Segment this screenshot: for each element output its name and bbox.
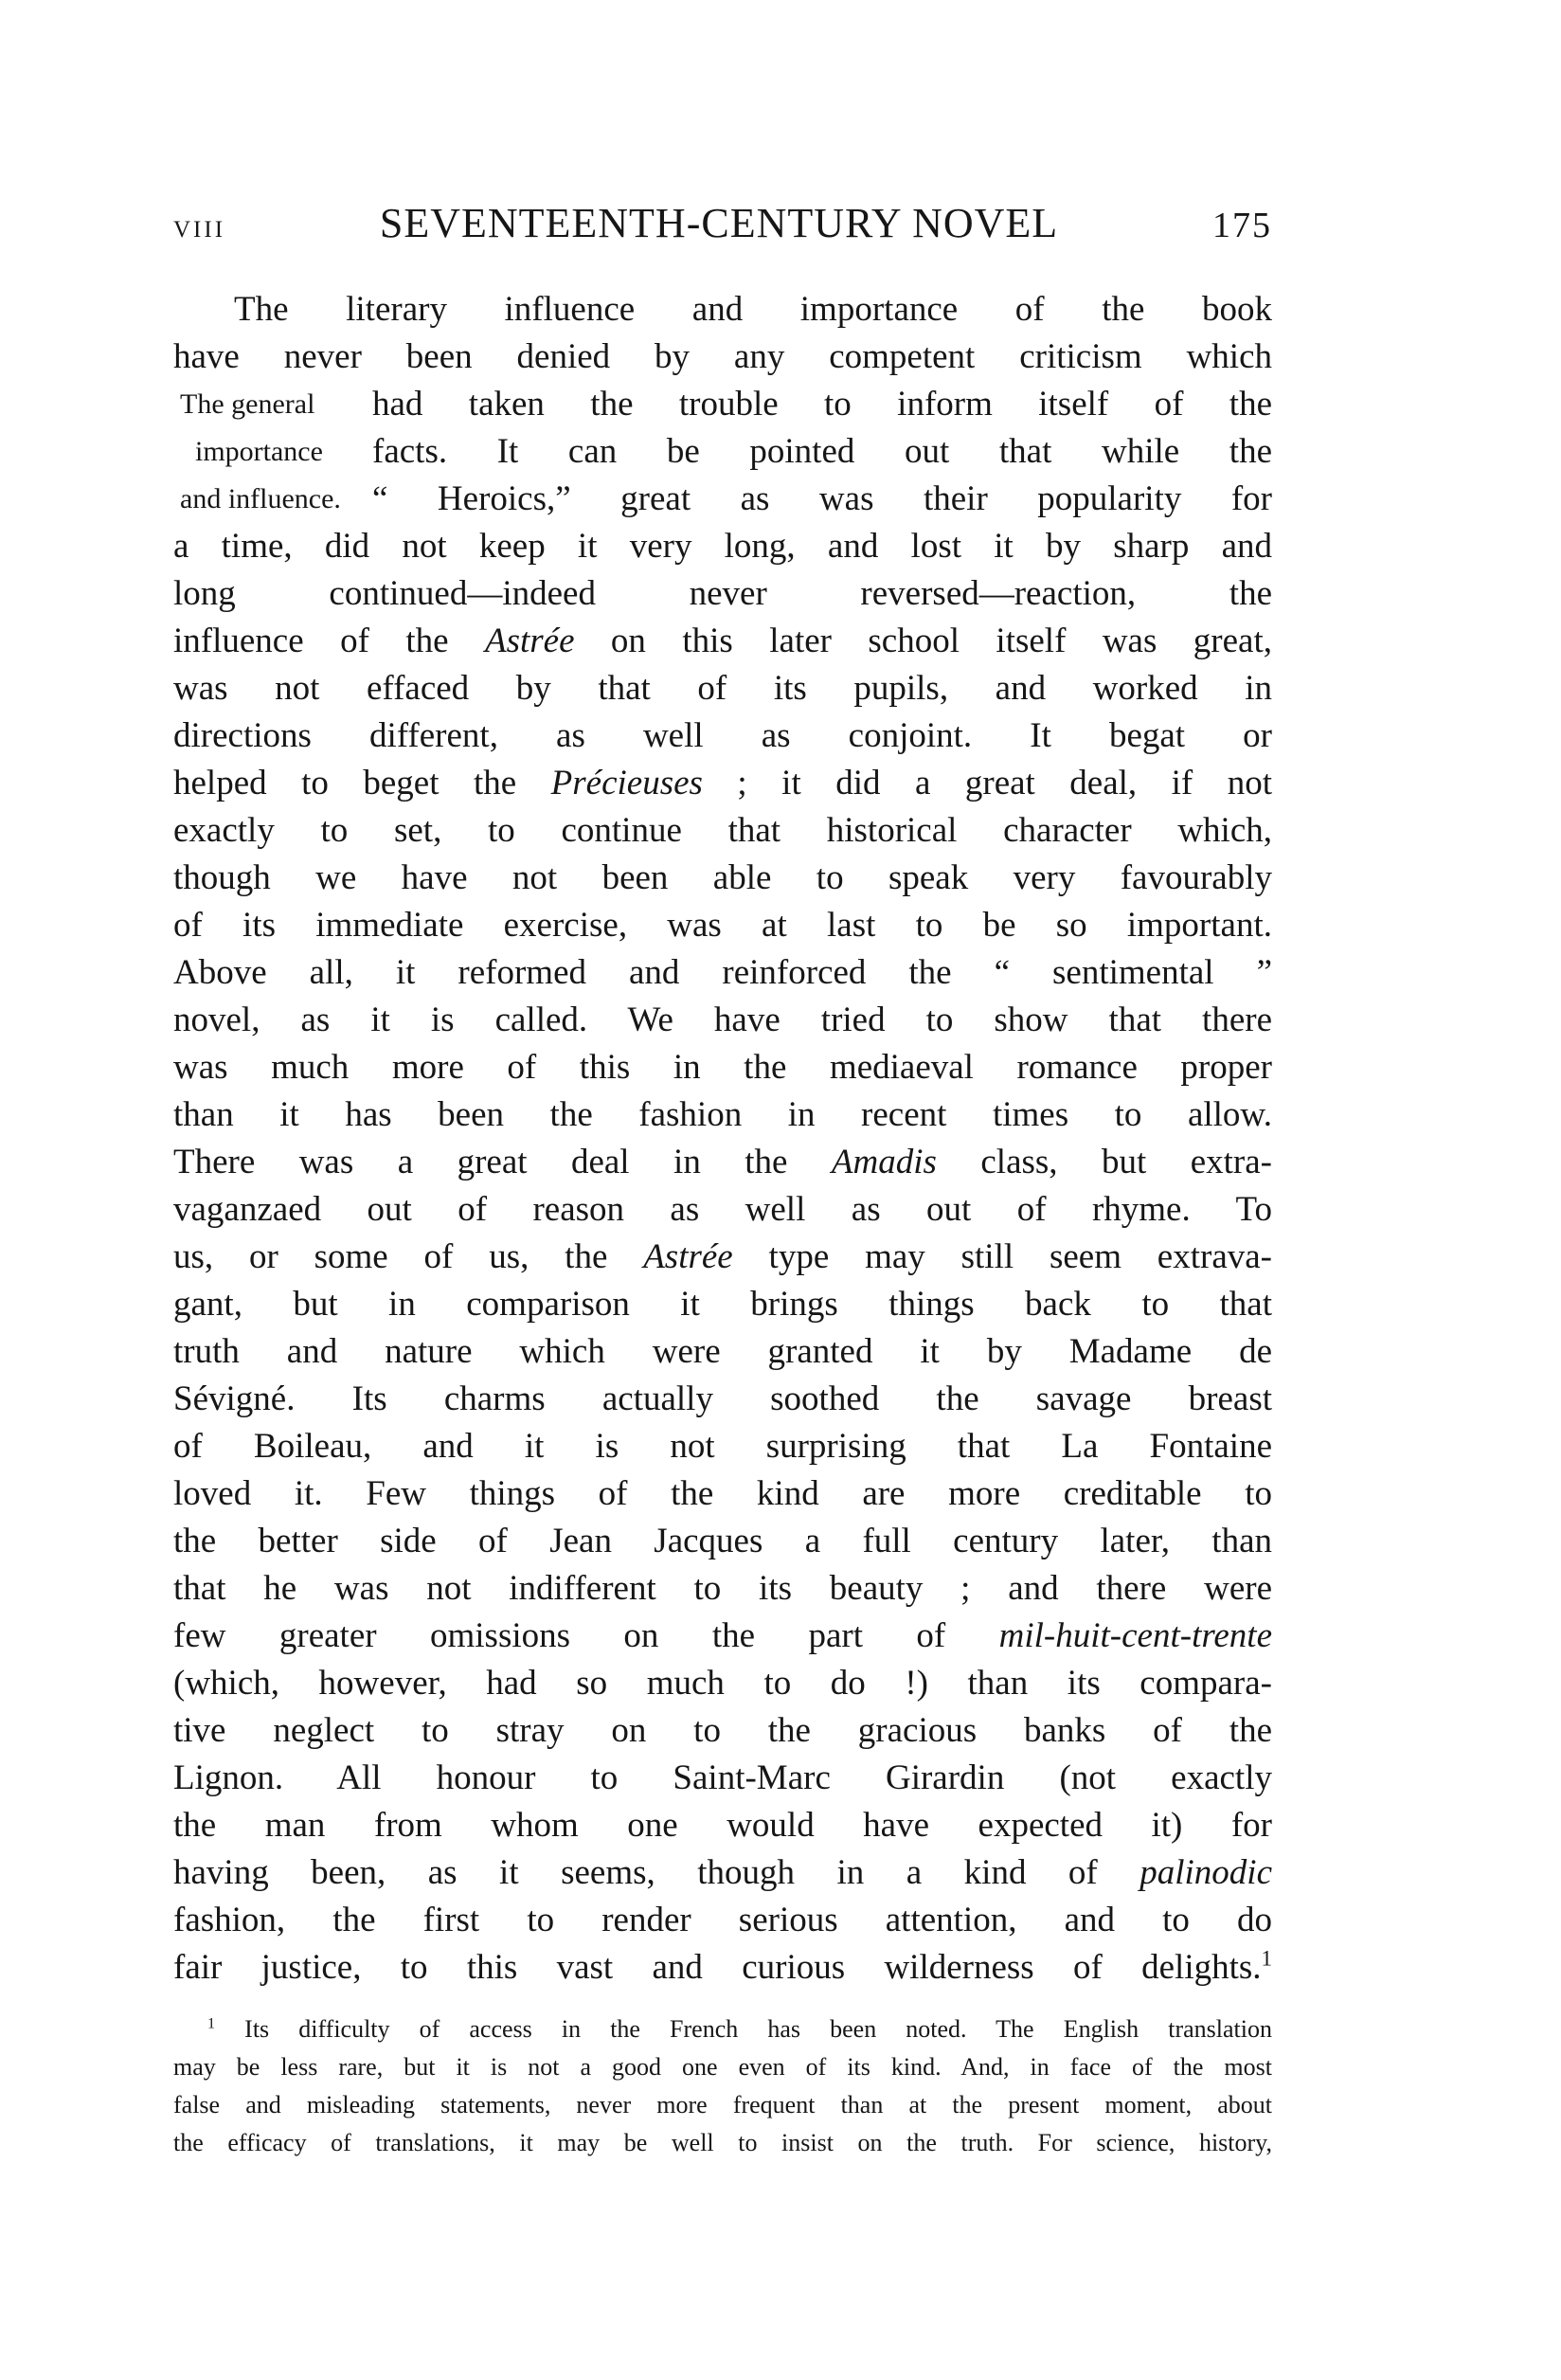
text-line: importance [195, 436, 323, 467]
page-title: SEVENTEENTH-CENTURY NOVEL [379, 200, 1059, 246]
text-line: was much more of this in the mediaeval romance proper [173, 1048, 1272, 1087]
text-line: us, or some of us, the Astrée type may still seem extrava- [173, 1237, 1272, 1276]
text-line: had taken the trouble to inform itself of the [372, 385, 1272, 424]
text-line: few greater omissions on the part of mil-huit-cent-trente [173, 1616, 1272, 1655]
text-line: of its immediate exercise, was at last to be so important. [173, 906, 1272, 945]
text-line: have never been denied by any competent criticism which [173, 337, 1272, 376]
text-line: (which, however, had so much to do !) than its compara- [173, 1664, 1272, 1703]
text-line: the man from whom one would have expected it) for [173, 1806, 1272, 1845]
text-line: loved it. Few things of the kind are more creditable to [173, 1474, 1272, 1513]
text-line: There was a great deal in the Amadis class, but extra- [173, 1143, 1272, 1181]
text-line: of Boileau, and it is not surprising that La Fontaine [173, 1427, 1272, 1466]
text-line: a time, did not keep it very long, and lost it by sharp and [173, 527, 1272, 566]
text-line: $^1$ Its difficulty of access in the French has been noted. The English translation [207, 2015, 1272, 2043]
text-line: “ Heroics,” great as was their popularity for [372, 479, 1272, 518]
text-line: Lignon. All honour to Saint-Marc Girardin (not exactly [173, 1758, 1272, 1797]
text-line: gant, but in comparison it brings things back to that [173, 1285, 1272, 1324]
text-line: The literary influence and importance of the book [234, 290, 1272, 329]
text-line: and influence. [180, 483, 341, 514]
text-line: exactly to set, to continue that historical character which, [173, 811, 1272, 850]
text-line: long continued—indeed never reversed—reaction, the [173, 574, 1272, 613]
text-line: than it has been the fashion in recent times to allow. [173, 1095, 1272, 1134]
text-line: though we have not been able to speak very favourably [173, 858, 1272, 897]
text-line: vaganzaed out of reason as well as out of rhyme. To [173, 1190, 1272, 1229]
text-line: influence of the Astrée on this later school itself was great, [173, 622, 1272, 660]
text-line: false and misleading statements, never more frequent than at the present moment, about [173, 2091, 1272, 2119]
text-line: novel, as it is called. We have tried to show that there [173, 1001, 1272, 1039]
text-line: facts. It can be pointed out that while the [372, 432, 1272, 471]
text-line: was not effaced by that of its pupils, and worked in [173, 669, 1272, 708]
chapter-numeral: VIII [173, 217, 226, 243]
text-line: may be less rare, but it is not a good one even of its kind. And, in face of the most [173, 2053, 1272, 2081]
text-line: that he was not indifferent to its beauty ; and there were [173, 1569, 1272, 1608]
text-line: directions different, as well as conjoint. It begat or [173, 716, 1272, 755]
page-number: 175 [1212, 206, 1272, 245]
text-line: having been, as it seems, though in a kind of palinodic [173, 1853, 1272, 1892]
text-line: Sévigné. Its charms actually soothed the savage breast [173, 1379, 1272, 1418]
text-line: tive neglect to stray on to the gracious banks of the [173, 1711, 1272, 1750]
text-line: fair justice, to this vast and curious wilderness of delights.$^1$ [173, 1946, 1272, 1987]
text-line: The general [180, 388, 315, 420]
text-line: the efficacy of translations, it may be well to insist on the truth. For science, history, [173, 2129, 1272, 2156]
running-header [173, 199, 1272, 247]
text-line: Above all, it reformed and reinforced the “ sentimental ” [173, 953, 1272, 992]
footnote [173, 2010, 1272, 2162]
text-line: the better side of Jean Jacques a full century later, than [173, 1522, 1272, 1560]
body-text [173, 286, 1272, 1992]
text-line: fashion, the first to render serious attention, and to do [173, 1901, 1272, 1939]
text-line: truth and nature which were granted it by Madame de [173, 1332, 1272, 1371]
text-line: helped to beget the Précieuses ; it did a great deal, if not [173, 764, 1272, 802]
